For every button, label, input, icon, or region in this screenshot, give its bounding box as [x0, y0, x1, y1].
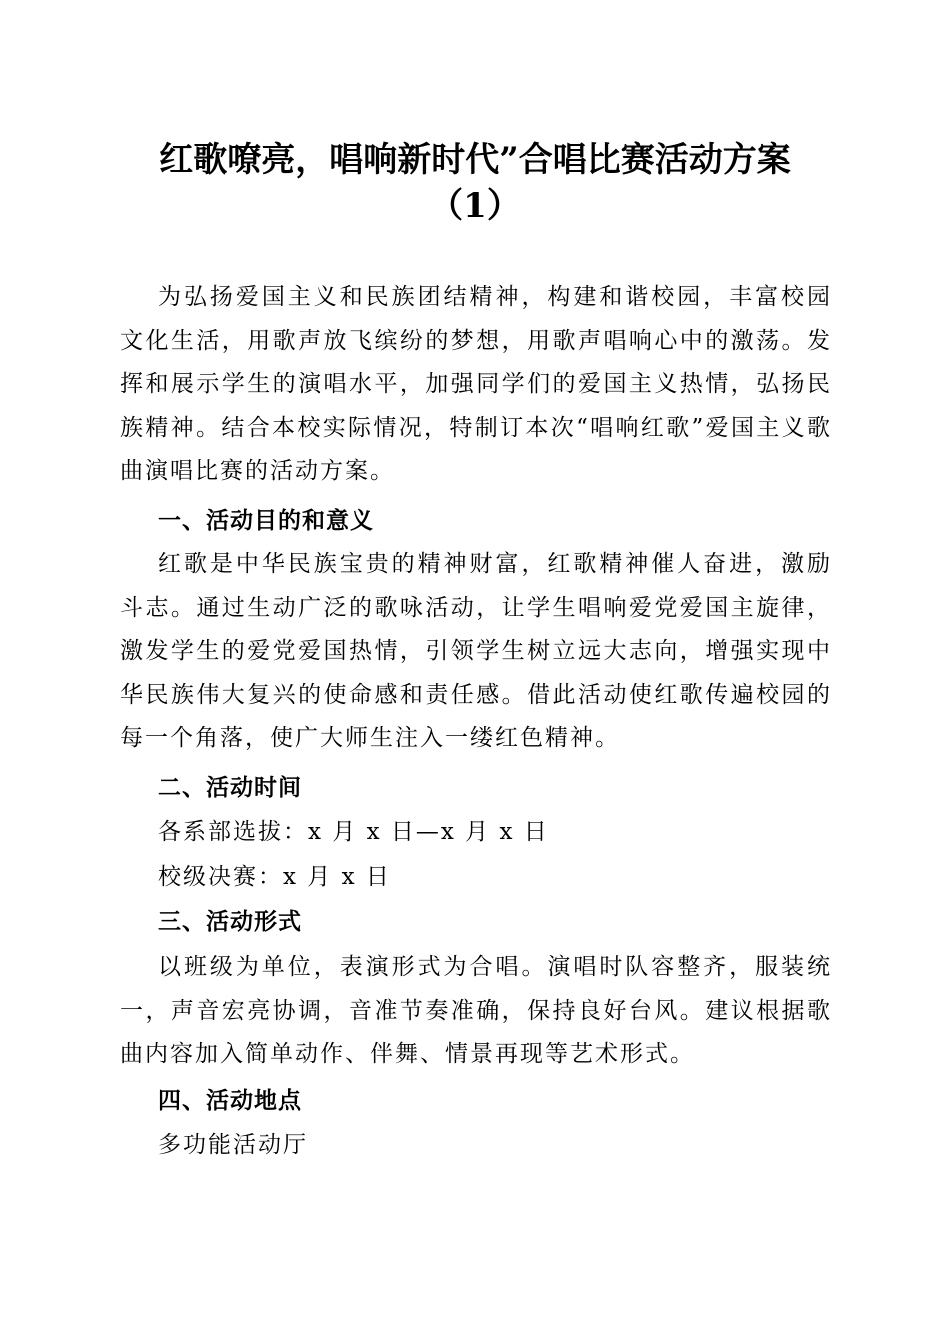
section-heading-venue: 四、活动地点 [158, 1088, 302, 1114]
section-heading-time: 二、活动时间 [158, 775, 302, 801]
section-heading-format: 三、活动形式 [158, 909, 302, 935]
intro-paragraph: 为弘扬爱国主义和民族团结精神，构建和谐校园，丰富校园文化生活，用歌声放飞缤纷的梦想，用歌声唱响心中的激荡。发挥和展示学生的演唱水平，加强同学们的爱国主义热情，弘扬民族精神。结合本校实际情况，特制订本次“唱响红歌”爱国主义歌曲演唱比赛的活动方案。 [120, 284, 832, 485]
time-line-final: 校级决赛：x 月 x 日 [158, 864, 391, 890]
document-title: 红歌嘹亮，唱响新时代”合唱比赛活动方案 [159, 140, 791, 180]
section-body-purpose: 红歌是中华民族宝贵的精神财富，红歌精神催人奋进，激励斗志。通过生动广泛的歌咏活动，让学生唱响爱党爱国主旋律，激发学生的爱党爱国热情，引领学生树立远大志向，增强实现中华民族伟大复兴的使命感和责任感。借此活动使红歌传遍校园的每一个角落，使广大师生注入一缕红色精神。 [120, 551, 832, 752]
section-body-format: 以班级为单位，表演形式为合唱。演唱时队容整齐，服装统一，声音宏亮协调，音准节奏准确，保持良好台风。建议根据歌曲内容加入简单动作、伴舞、情景再现等艺术形式。 [120, 954, 832, 1068]
time-line-selection: 各系部选拔：x 月 x 日—x 月 x 日 [158, 819, 549, 845]
venue-line: 多功能活动厅 [158, 1132, 308, 1158]
document-title-number: （1） [429, 186, 521, 226]
section-heading-purpose: 一、活动目的和意义 [158, 508, 374, 534]
